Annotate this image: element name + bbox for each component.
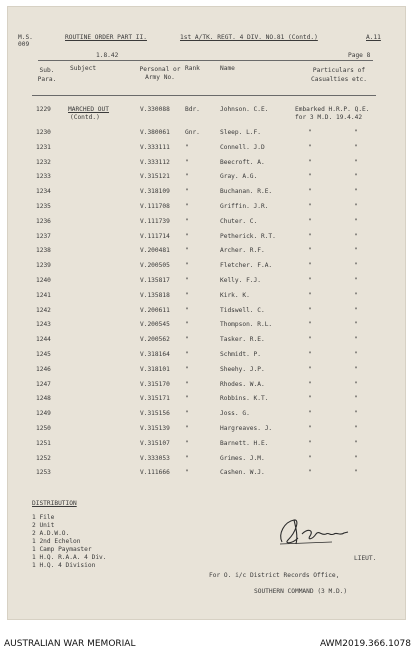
archive-footer [0,624,415,653]
row-rank: " [185,291,189,299]
row-para-number: 1229 [36,106,51,113]
row-army-number: V.111714 [140,232,170,240]
row-para-number: 1251 [36,439,51,447]
row-ditto-mark: " [354,395,358,403]
row-para-number: 1239 [36,262,51,270]
row-army-number: V.333053 [140,454,170,462]
row-rank: " [185,439,189,447]
row-army-number: V.315107 [140,439,170,447]
row-subject-contd: (Contd.) [70,114,100,121]
row-army-number: V.333112 [140,158,170,166]
row-army-number: V.330088 [140,106,170,113]
row-army-number: V.315139 [140,425,170,432]
distribution-item: 1 Camp Paymaster [32,546,92,553]
signatory-rank: LIEUT. [354,555,377,562]
row-rank: " [185,395,189,403]
row-name: Fletcher. F.A. [220,262,273,270]
officer-signature [274,514,356,550]
row-rank: " [185,158,189,166]
row-rank: " [185,336,189,344]
archive-name: AUSTRALIAN WAR MEMORIAL [4,639,136,649]
ms-number-label: M.S. [18,34,33,41]
row-ditto-mark: " [354,425,358,432]
row-army-number: V.200505 [140,262,170,270]
row-name: Griffin. J.R. [220,203,269,210]
row-army-number: V.135817 [140,277,170,284]
signatory-office: For O. i/c District Records Office, [209,572,340,579]
row-ditto-mark: " [354,129,358,136]
sheet-reference: A.11 [366,34,381,41]
row-ditto-mark: " [308,129,312,136]
row-ditto-mark: " [308,410,312,418]
row-rank: " [185,351,189,358]
row-ditto-mark: " [354,232,358,240]
row-ditto-mark: " [354,203,358,210]
row-ditto-mark: " [354,217,358,225]
col-name: Name [220,65,235,72]
distribution-item: 1 2nd Echelon [32,538,81,545]
order-title: ROUTINE ORDER PART II. [65,34,147,41]
distribution-item: 1 H.Q. R.A.A. 4 Div. [32,554,107,561]
row-army-number: V.200481 [140,247,170,255]
row-name: Gray. A.G. [220,173,258,181]
row-ditto-mark: " [354,454,358,462]
row-ditto-mark: " [354,439,358,447]
row-name: Rhodes. W.A. [220,380,265,388]
page-number: Page 8 [348,52,371,59]
row-para-number: 1248 [36,395,51,403]
row-rank: " [185,247,189,255]
row-para-number: 1245 [36,351,51,358]
row-ditto-mark: " [354,291,358,299]
row-ditto-mark: " [308,351,312,358]
row-name: Hargreaves. J. [220,425,273,432]
row-para-number: 1230 [36,129,51,136]
row-ditto-mark: " [308,395,312,403]
row-ditto-mark: " [354,143,358,151]
row-name: Connell. J.D [220,143,265,151]
row-rank: " [185,203,189,210]
row-ditto-mark: " [354,336,358,344]
row-para-number: 1250 [36,425,51,432]
distribution-item: 2 Unit [32,522,55,529]
row-ditto-mark: " [308,380,312,388]
row-para-number: 1235 [36,203,51,210]
row-para-number: 1247 [36,380,51,388]
header-rule-bottom [32,95,376,96]
distribution-item: 2 A.D.W.O. [32,530,70,537]
row-ditto-mark: " [354,365,358,373]
unit-reference: 1st A/TK. REGT. 4 DIV. NO.81 (Contd.) [180,34,318,41]
row-name: Kirk. K. [220,291,250,299]
row-ditto-mark: " [308,277,312,284]
row-rank: " [185,262,189,270]
row-ditto-mark: " [308,336,312,344]
row-para-number: 1243 [36,321,51,329]
row-ditto-mark: " [354,277,358,284]
row-ditto-mark: " [354,173,358,181]
row-ditto-mark: " [308,203,312,210]
row-army-number: V.315121 [140,173,170,181]
row-army-number: V.380061 [140,129,170,136]
row-name: Tidswell. C. [220,306,265,314]
row-ditto-mark: " [354,469,358,477]
row-para-number: 1252 [36,454,51,462]
row-ditto-mark: " [308,188,312,196]
row-rank: " [185,321,189,329]
row-ditto-mark: " [354,321,358,329]
row-rank: " [185,143,189,151]
document-page [7,6,406,620]
row-army-number: V.333111 [140,143,170,151]
row-name: Barnett. H.E. [220,439,269,447]
row-rank: " [185,410,189,418]
row-rank: " [185,380,189,388]
row-name: Robbins. K.T. [220,395,269,403]
row-army-number: V.315170 [140,380,170,388]
row-ditto-mark: " [308,143,312,151]
row-rank: " [185,306,189,314]
row-army-number: V.111666 [140,469,170,477]
row-rank: Gnr. [185,129,200,136]
row-subject: MARCHED OUT [68,106,109,113]
row-para-number: 1234 [36,188,51,196]
row-army-number: V.315156 [140,410,170,418]
row-rank: " [185,454,189,462]
row-name: Petherick. R.T. [220,232,276,240]
col-subject: Subject [70,65,97,72]
row-ditto-mark: " [354,158,358,166]
row-name: Beecroft. A. [220,158,265,166]
row-army-number: V.135818 [140,291,170,299]
col-sub-para: Sub. Para. [37,67,57,83]
row-para-number: 1236 [36,217,51,225]
row-ditto-mark: " [354,410,358,418]
row-name: Buchanan. R.E. [220,188,273,196]
row-ditto-mark: " [308,158,312,166]
row-ditto-mark: " [308,173,312,181]
row-para-number: 1242 [36,306,51,314]
signatory-command: SOUTHERN COMMAND (3 M.D.) [254,588,348,595]
row-ditto-mark: " [308,262,312,270]
row-para-number: 1240 [36,277,51,284]
row-para-number: 1249 [36,410,51,418]
distribution-heading: DISTRIBUTION [32,500,77,507]
row-particulars: Embarked H.R.P. Q.E. [295,106,370,113]
row-name: Archer. R.F. [220,247,265,255]
row-ditto-mark: " [308,232,312,240]
row-ditto-mark: " [308,454,312,462]
row-ditto-mark: " [308,321,312,329]
row-rank: " [185,277,189,284]
row-ditto-mark: " [354,306,358,314]
col-particulars: Particulars of Casualties etc. [311,67,367,83]
row-para-number: 1246 [36,365,51,373]
row-name: Tasker. R.E. [220,336,265,344]
row-name: Chuter. C. [220,217,258,225]
row-army-number: V.318109 [140,188,170,196]
row-army-number: V.200545 [140,321,170,329]
distribution-item: 1 H.Q. 4 Division [32,562,96,569]
col-rank: Rank [185,65,200,72]
row-para-number: 1232 [36,158,51,166]
header-rule-top [38,60,373,61]
row-rank: " [185,173,189,181]
row-name: Sheehy. J.P. [220,365,265,373]
row-para-number: 1237 [36,232,51,240]
row-name: Joss. G. [220,410,250,418]
row-army-number: V.111708 [140,203,170,210]
row-ditto-mark: " [308,306,312,314]
row-army-number: V.318164 [140,351,170,358]
row-para-number: 1231 [36,143,51,151]
distribution-item: 1 File [32,514,55,521]
row-name: Sleep. L.F. [220,129,261,136]
row-ditto-mark: " [308,247,312,255]
row-name: Thompson. R.L. [220,321,273,329]
row-rank: " [185,425,189,432]
row-para-number: 1233 [36,173,51,181]
row-rank: " [185,232,189,240]
ms-number-value: 009 [18,41,30,48]
row-para-number: 1238 [36,247,51,255]
row-army-number: V.318101 [140,365,170,373]
row-army-number: V.200562 [140,336,170,344]
col-personal-no: Personal or Army No. [139,66,181,81]
row-ditto-mark: " [354,188,358,196]
row-ditto-mark: " [308,217,312,225]
row-ditto-mark: " [308,365,312,373]
row-rank: " [185,188,189,196]
row-army-number: V.315171 [140,395,170,403]
row-name: Schmidt. P. [220,351,261,358]
row-rank: Bdr. [185,106,200,113]
row-para-number: 1241 [36,291,51,299]
row-particulars-contd: for 3 M.D. 19.4.42 [295,114,363,121]
row-ditto-mark: " [354,351,358,358]
row-ditto-mark: " [308,425,312,432]
row-name: Kelly. F.J. [220,277,261,284]
row-ditto-mark: " [354,247,358,255]
row-army-number: V.111739 [140,217,170,225]
row-ditto-mark: " [308,439,312,447]
row-ditto-mark: " [308,291,312,299]
archive-reference: AWM2019.366.1078 [319,639,411,649]
row-para-number: 1253 [36,469,51,477]
row-rank: " [185,365,189,373]
row-ditto-mark: " [354,262,358,270]
row-rank: " [185,217,189,225]
row-para-number: 1244 [36,336,51,344]
row-ditto-mark: " [354,380,358,388]
order-date: 1.8.42 [96,52,119,59]
row-army-number: V.200611 [140,306,170,314]
row-name: Cashen. W.J. [220,469,265,477]
row-name: Grimes. J.M. [220,454,265,462]
row-rank: " [185,469,189,477]
row-name: Johnson. C.E. [220,106,269,113]
row-ditto-mark: " [308,469,312,477]
